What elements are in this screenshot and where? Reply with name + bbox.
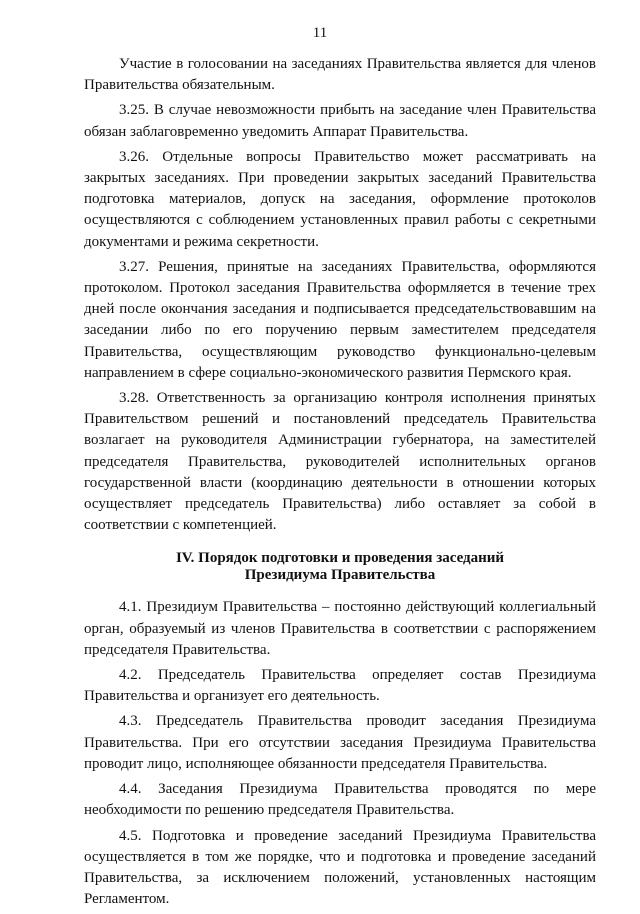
paragraph-voting: Участие в голосовании на заседаниях Правительства является для членов Правительства обязательным. [84,56,596,94]
paragraph-4-5: 4.5. Подготовка и проведение заседаний Президиума Правительства осуществляется в том же порядке, что и подготовка и проведение заседаний Правительства, за исключением положений, установленных настоящим Регламентом. [84,827,596,908]
paragraph-3-25: 3.25. В случае невозможности прибыть на заседание член Правительства обязан заблаговременно уведомить Аппарат Правительства. [84,102,596,140]
paragraph-4-4: 4.4. Заседания Президиума Правительства проводятся по мере необходимости по решению председателя Правительства. [84,781,596,819]
section-heading [84,550,596,584]
paragraph-4-1: 4.1. Президиум Правительства – постоянно действующий коллегиальный орган, образуемый из членов Правительства в соответствии с распоряжением председателя Правительства. [84,599,596,658]
paragraph-4-2: 4.2. Председатель Правительства определяет состав Президиума Правительства и организует его деятельность. [84,667,596,705]
section-heading-line-1: IV. Порядок подготовки и проведения заседаний [175,550,505,567]
paragraph-3-28: 3.28. Ответственность за организацию контроля исполнения принятых Правительством решений и постановлений председатель Правительства возлагает на руководителя Администрации губернатора, на заместителей председателя Правительства, руководителей исполнительных органов государственной власти (координацию деятельности в отношении которых осуществляет председатель Правительства) либо оставляет за собой в соответствии с компетенцией. [84,390,596,534]
section-heading-line-2: Президиума Правительства [244,567,436,584]
page-number: 11 [312,25,328,41]
paragraph-4-3: 4.3. Председатель Правительства проводит заседания Президиума Правительства. При его отсутствии заседания Президиума Правительства проводит лицо, исполняющее обязанности председателя Правительства. [84,713,596,772]
paragraph-3-26: 3.26. Отдельные вопросы Правительство может рассматривать на закрытых заседаниях. При проведении закрытых заседаний Правительства подготовка материалов, допуск на заседания, оформление протоколов осуществляются с соблюдением установленных правил работы с секретными документами и режима секретности. [84,148,596,250]
document-body [84,54,596,914]
paragraph-3-27: 3.27. Решения, принятые на заседаниях Правительства, оформляются протоколом. Протокол заседания Правительства оформляется в течение трех дней после окончания заседания и подписывается председательствовавшим на заседании либо по его поручению первым заместителем председателя Правительства, осуществляющим руководство функционально-целевым направлением в сфере социально-экономического развития Пермского края. [84,258,596,381]
